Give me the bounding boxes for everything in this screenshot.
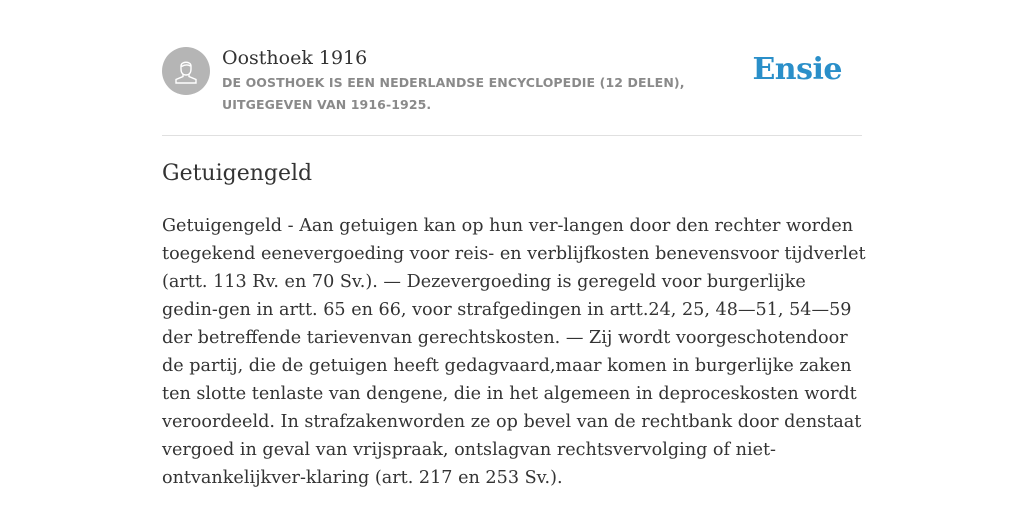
page-content: [162, 0, 866, 488]
source-header: [162, 0, 862, 136]
avatar[interactable]: [162, 47, 210, 95]
user-icon: [173, 57, 199, 85]
source-title[interactable]: Oosthoek 1916: [222, 47, 368, 69]
article-title: Getuigengeld: [162, 161, 313, 186]
source-description: DE OOSTHOEK IS EEN NEDERLANDSE ENCYCLOPEDIE (12 DELEN), UITGEGEVEN VAN 1916-1925.: [222, 75, 685, 112]
article-body: Getuigengeld - Aan getuigen kan op hun ver-langen door den rechter worden toegekend eenevergoeding voor reis- en verblijfkosten benevensvoor tijdverlet (artt. 113 Rv. en 70 Sv.). — Dezevergoeding is geregeld voor burgerlijke gedin-gen in artt. 65 en 66, voor strafgedingen in artt.24, 25, 48—51, 54—59 der betreffende tarievenvan gerechtskosten. — Zij wordt voorgeschotendoor de partij, die de getuigen heeft gedagvaard,maar komen in burgerlijke zaken ten slotte tenlaste van dengene, die in het algemeen in deproceskosten wordt veroordeeld. In strafzakenworden ze op bevel van de rechtbank door denstaat vergoed in geval van vrijspraak, ontslagvan rechtsvervolging of niet-ontvankelijkver-klaring (art. 217 en 253 Sv.).: [162, 216, 866, 488]
ensie-logo[interactable]: Ensie: [752, 52, 842, 87]
